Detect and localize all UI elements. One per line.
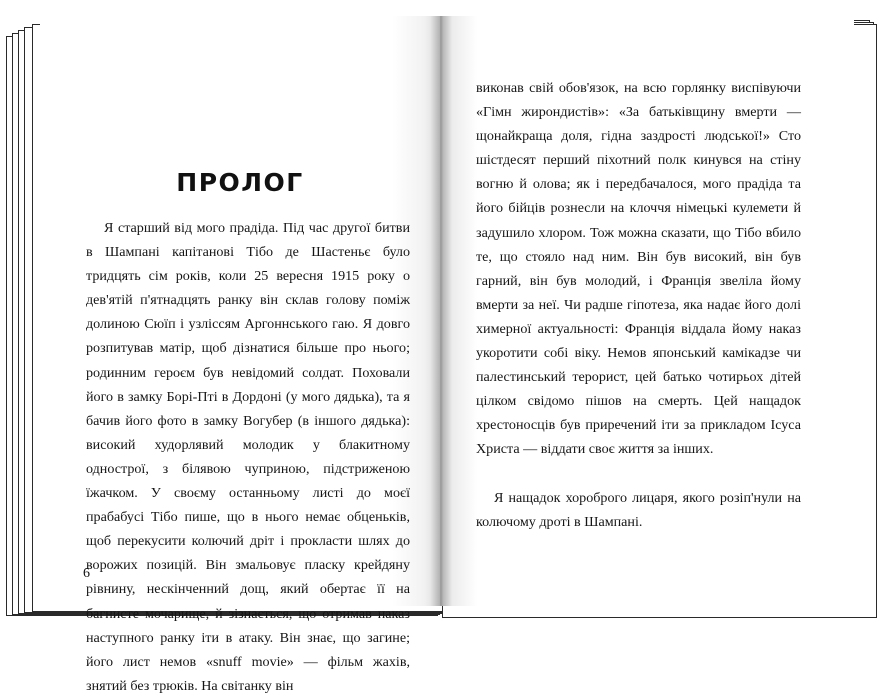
body-paragraph: Я нащадок хороброго лицаря, якого розіп'нули на колючому дроті в Шампані. bbox=[476, 489, 801, 530]
right-page-text bbox=[476, 76, 801, 534]
book-spine bbox=[430, 16, 452, 606]
left-page-text bbox=[86, 216, 410, 698]
page-number: 6 bbox=[83, 566, 90, 581]
chapter-title: ПРОЛОГ bbox=[176, 168, 304, 197]
body-paragraph: Я старший від мого прадіда. Під час другої битви в Шампані капітанові Тібо де Шастеньє було тридцять сім років, коли 25 вересня 1915 року о дев'ятій п'ятнадцять ранку він склав голову поміж долиною Сюїп і узліссям Аргоннського гаю. Я довго розпитував матір, щоб дізнатися більше про нього; родинним героєм був невідомий солдат. Поховали його в замку Борі-Пті в Дордоні (у мого дядька), та я бачив його фото в замку Вогубер (в іншого дядька): високий худорлявий молодик у блакитному однострої, з білявою чуприною, підстриженою їжачком. У своєму останньому листі до моєї прабабусі Тібо пише, що в нього немає обценьків, щоб перекусити колючий дріт і прокласти шлях до ворожих позицій. Він змальовує пласку крейдяну рівнину, нескінченний дощ, який обертає її на багнисте мочарище, й зізнається, що отримав наказ наступного ранку іти в атаку. Він знає, що загине; його лист немов «snuff movie» — фільм жахів, знятий без трюків. На світанку він bbox=[86, 220, 410, 694]
body-paragraph: виконав свій обов'язок, на всю горлянку виспівуючи «Гімн жирондистів»: «За батьківщину вмерти — щонайкраща доля, гідна заздрості людської!» Сто шістдесят перший піхотний полк кинувся на стіну вогню й олова; як і передбачалося, мого прадіда та його бійців рознесли на клоччя німецькі кулемети й задушило хлором. Тож можна сказати, що Тібо вбило те, що стояло над ним. Він був високий, він був гарний, він був молодий, і Франція звеліла йому вмерти за неї. Чи радше гіпотеза, яка надає його долі химерної актуальності: Франція віддала йому наказ укоротити собі віку. Немов японський камікадзе чи палестинський терорист, цей батько чотирьох дітей цілком свідомо пішов на смерть. Цей нащадок хрестоносців був приречений іти за прикладом Ісуса Христа — віддати своє життя за інших. bbox=[476, 80, 801, 458]
